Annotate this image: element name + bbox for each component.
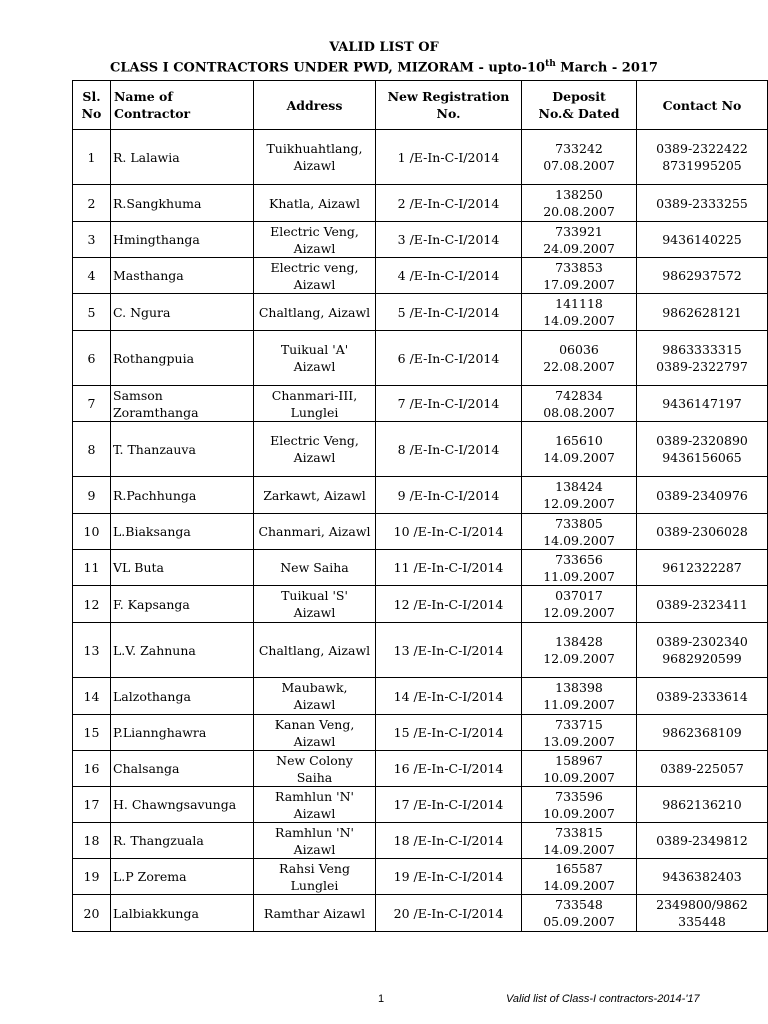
- cell-contact: 9436140225: [637, 222, 768, 258]
- cell-address: Electric Veng, Aizawl: [254, 422, 376, 477]
- table-body: [73, 130, 768, 932]
- table-row: [73, 130, 768, 185]
- cell-deposit: 742834 08.08.2007: [522, 386, 637, 422]
- footer-note: Valid list of Class-I contractors-2014-'17: [506, 993, 700, 1005]
- cell-slno: 18: [73, 823, 111, 859]
- cell-address: Rahsi Veng Lunglei: [254, 859, 376, 895]
- table-row: [73, 678, 768, 715]
- table-row: [73, 823, 768, 859]
- cell-address: Kanan Veng, Aizawl: [254, 715, 376, 751]
- cell-slno: 4: [73, 258, 111, 294]
- cell-deposit: 141118 14.09.2007: [522, 294, 637, 331]
- cell-address: Maubawk, Aizawl: [254, 678, 376, 715]
- cell-contact: 9436382403: [637, 859, 768, 895]
- cell-slno: 6: [73, 331, 111, 386]
- cell-slno: 1: [73, 130, 111, 185]
- cell-slno: 13: [73, 623, 111, 678]
- cell-registration: 8 /E-In-C-I/2014: [376, 422, 522, 477]
- document-title: VALID LIST OF: [329, 40, 439, 55]
- cell-deposit: 733242 07.08.2007: [522, 130, 637, 185]
- cell-name: R.Sangkhuma: [111, 185, 254, 222]
- cell-registration: 16 /E-In-C-I/2014: [376, 751, 522, 787]
- table-header-row: [73, 81, 768, 130]
- cell-address: Zarkawt, Aizawl: [254, 477, 376, 514]
- cell-name: P.Liannghawra: [111, 715, 254, 751]
- table-row: [73, 514, 768, 550]
- cell-registration: 10 /E-In-C-I/2014: [376, 514, 522, 550]
- cell-registration: 3 /E-In-C-I/2014: [376, 222, 522, 258]
- cell-contact: 0389-2322422 8731995205: [637, 130, 768, 185]
- cell-deposit: 06036 22.08.2007: [522, 331, 637, 386]
- header-address: Address: [254, 81, 376, 130]
- cell-contact: 0389-2333614: [637, 678, 768, 715]
- table-row: [73, 895, 768, 932]
- contractors-table: [72, 80, 768, 932]
- cell-name: R.Pachhunga: [111, 477, 254, 514]
- cell-registration: 19 /E-In-C-I/2014: [376, 859, 522, 895]
- cell-name: Masthanga: [111, 258, 254, 294]
- table-row: [73, 422, 768, 477]
- cell-address: New Saiha: [254, 550, 376, 586]
- cell-deposit: 138428 12.09.2007: [522, 623, 637, 678]
- header-name: Name of Contractor: [111, 81, 254, 130]
- table-row: [73, 715, 768, 751]
- cell-name: R. Thangzuala: [111, 823, 254, 859]
- cell-registration: 20 /E-In-C-I/2014: [376, 895, 522, 932]
- cell-name: Rothangpuia: [111, 331, 254, 386]
- cell-contact: 0389-2333255: [637, 185, 768, 222]
- cell-deposit: 733656 11.09.2007: [522, 550, 637, 586]
- cell-contact: 9436147197: [637, 386, 768, 422]
- cell-contact: 9863333315 0389-2322797: [637, 331, 768, 386]
- table-row: [73, 185, 768, 222]
- document-subtitle: [0, 59, 768, 75]
- cell-name: Lalbiakkunga: [111, 895, 254, 932]
- cell-address: Chaltlang, Aizawl: [254, 294, 376, 331]
- cell-registration: 4 /E-In-C-I/2014: [376, 258, 522, 294]
- table-row: [73, 550, 768, 586]
- cell-registration: 6 /E-In-C-I/2014: [376, 331, 522, 386]
- cell-registration: 1 /E-In-C-I/2014: [376, 130, 522, 185]
- cell-contact: 9862628121: [637, 294, 768, 331]
- cell-slno: 8: [73, 422, 111, 477]
- cell-deposit: 165610 14.09.2007: [522, 422, 637, 477]
- cell-slno: 10: [73, 514, 111, 550]
- cell-contact: 9612322287: [637, 550, 768, 586]
- table-row: [73, 294, 768, 331]
- table-row: [73, 751, 768, 787]
- cell-name: L.P Zorema: [111, 859, 254, 895]
- table-row: [73, 787, 768, 823]
- cell-deposit: 138250 20.08.2007: [522, 185, 637, 222]
- cell-contact: 0389-2349812: [637, 823, 768, 859]
- cell-name: VL Buta: [111, 550, 254, 586]
- subtitle-superscript: th: [545, 59, 556, 69]
- cell-slno: 2: [73, 185, 111, 222]
- cell-deposit: 158967 10.09.2007: [522, 751, 637, 787]
- header-deposit: Deposit No.& Dated: [522, 81, 637, 130]
- cell-deposit: 733853 17.09.2007: [522, 258, 637, 294]
- table-row: [73, 222, 768, 258]
- cell-registration: 12 /E-In-C-I/2014: [376, 586, 522, 623]
- cell-registration: 14 /E-In-C-I/2014: [376, 678, 522, 715]
- table-row: [73, 623, 768, 678]
- cell-slno: 9: [73, 477, 111, 514]
- cell-deposit: 733805 14.09.2007: [522, 514, 637, 550]
- cell-registration: 11 /E-In-C-I/2014: [376, 550, 522, 586]
- cell-slno: 5: [73, 294, 111, 331]
- cell-contact: 0389-2320890 9436156065: [637, 422, 768, 477]
- cell-contact: 9862368109: [637, 715, 768, 751]
- cell-deposit: 733715 13.09.2007: [522, 715, 637, 751]
- cell-contact: 0389-225057: [637, 751, 768, 787]
- cell-address: New Colony Saiha: [254, 751, 376, 787]
- cell-name: F. Kapsanga: [111, 586, 254, 623]
- cell-contact: 2349800/9862 335448: [637, 895, 768, 932]
- cell-address: Tuikhuahtlang, Aizawl: [254, 130, 376, 185]
- cell-contact: 9862937572: [637, 258, 768, 294]
- cell-deposit: 138398 11.09.2007: [522, 678, 637, 715]
- cell-name: T. Thanzauva: [111, 422, 254, 477]
- cell-address: Khatla, Aizawl: [254, 185, 376, 222]
- cell-registration: 15 /E-In-C-I/2014: [376, 715, 522, 751]
- cell-address: Chaltlang, Aizawl: [254, 623, 376, 678]
- cell-name: L.V. Zahnuna: [111, 623, 254, 678]
- cell-slno: 7: [73, 386, 111, 422]
- cell-deposit: 138424 12.09.2007: [522, 477, 637, 514]
- cell-deposit: 733548 05.09.2007: [522, 895, 637, 932]
- cell-registration: 17 /E-In-C-I/2014: [376, 787, 522, 823]
- cell-deposit: 733815 14.09.2007: [522, 823, 637, 859]
- cell-address: Ramthar Aizawl: [254, 895, 376, 932]
- table-row: [73, 477, 768, 514]
- cell-slno: 20: [73, 895, 111, 932]
- cell-deposit: 165587 14.09.2007: [522, 859, 637, 895]
- table-row: [73, 859, 768, 895]
- page-number: 1: [378, 993, 385, 1005]
- cell-slno: 3: [73, 222, 111, 258]
- header-slno: Sl. No: [73, 81, 111, 130]
- cell-slno: 14: [73, 678, 111, 715]
- cell-slno: 12: [73, 586, 111, 623]
- cell-name: Hmingthanga: [111, 222, 254, 258]
- cell-contact: 0389-2323411: [637, 586, 768, 623]
- cell-registration: 9 /E-In-C-I/2014: [376, 477, 522, 514]
- cell-name: C. Ngura: [111, 294, 254, 331]
- cell-slno: 16: [73, 751, 111, 787]
- cell-deposit: 733596 10.09.2007: [522, 787, 637, 823]
- header-contact: Contact No: [637, 81, 768, 130]
- cell-contact: 0389-2306028: [637, 514, 768, 550]
- cell-registration: 2 /E-In-C-I/2014: [376, 185, 522, 222]
- cell-address: Ramhlun 'N' Aizawl: [254, 823, 376, 859]
- cell-registration: 7 /E-In-C-I/2014: [376, 386, 522, 422]
- header-registration: New Registration No.: [376, 81, 522, 130]
- cell-name: Chalsanga: [111, 751, 254, 787]
- cell-name: H. Chawngsavunga: [111, 787, 254, 823]
- cell-name: Samson Zoramthanga: [111, 386, 254, 422]
- cell-address: Electric Veng, Aizawl: [254, 222, 376, 258]
- cell-address: Tuikual 'S' Aizawl: [254, 586, 376, 623]
- cell-slno: 11: [73, 550, 111, 586]
- cell-address: Chanmari-III, Lunglei: [254, 386, 376, 422]
- cell-name: Lalzothanga: [111, 678, 254, 715]
- table-row: [73, 386, 768, 422]
- cell-address: Ramhlun 'N' Aizawl: [254, 787, 376, 823]
- cell-name: R. Lalawia: [111, 130, 254, 185]
- table-row: [73, 331, 768, 386]
- cell-address: Chanmari, Aizawl: [254, 514, 376, 550]
- cell-registration: 18 /E-In-C-I/2014: [376, 823, 522, 859]
- cell-registration: 13 /E-In-C-I/2014: [376, 623, 522, 678]
- cell-slno: 15: [73, 715, 111, 751]
- cell-registration: 5 /E-In-C-I/2014: [376, 294, 522, 331]
- cell-name: L.Biaksanga: [111, 514, 254, 550]
- cell-slno: 17: [73, 787, 111, 823]
- cell-deposit: 733921 24.09.2007: [522, 222, 637, 258]
- cell-slno: 19: [73, 859, 111, 895]
- cell-contact: 0389-2340976: [637, 477, 768, 514]
- table-row: [73, 258, 768, 294]
- cell-address: Electric veng, Aizawl: [254, 258, 376, 294]
- cell-contact: 0389-2302340 9682920599: [637, 623, 768, 678]
- table-row: [73, 586, 768, 623]
- cell-contact: 9862136210: [637, 787, 768, 823]
- subtitle-text-end: March - 2017: [555, 60, 658, 76]
- cell-address: Tuikual 'A' Aizawl: [254, 331, 376, 386]
- cell-deposit: 037017 12.09.2007: [522, 586, 637, 623]
- subtitle-text: CLASS I CONTRACTORS UNDER PWD, MIZORAM - upto-10: [110, 60, 546, 76]
